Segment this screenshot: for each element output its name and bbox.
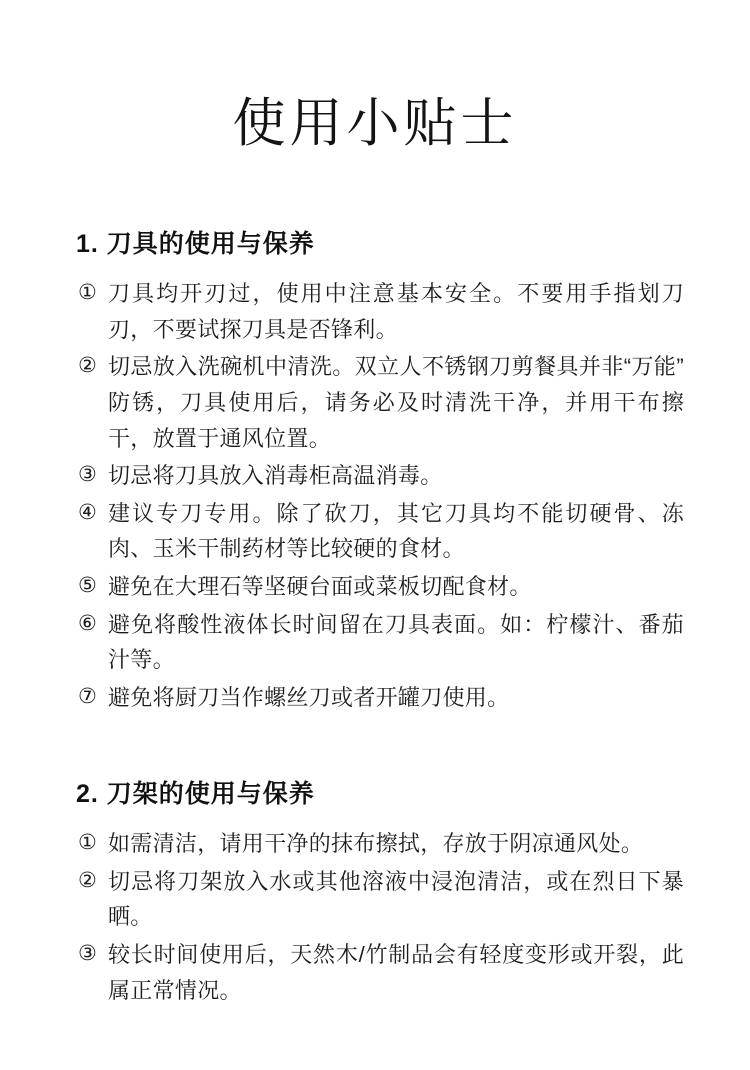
list-item: [78, 680, 688, 716]
list-item-marker: ②: [78, 354, 98, 378]
page-title: 使用小贴士: [232, 94, 518, 153]
list-item: [78, 458, 688, 494]
list-item-text: 如需清洁，请用干净的抹布擦拭，存放于阴凉通风处。: [108, 831, 644, 857]
list-item-marker: ⑤: [78, 574, 98, 598]
section-heading: 2. 刀架的使用与保养: [76, 779, 315, 808]
list-item: [78, 826, 688, 862]
list-item-text: 切忌放入洗碗机中清洗。双立人不锈钢刀剪餐具并非“万能”防锈，刀具使用后，请务必及时清洗干净，并用干布擦干，放置于通风位置。: [108, 354, 684, 451]
list-item: [78, 607, 688, 678]
list-item-text: 切忌将刀具放入消毒柜高温消毒。: [108, 463, 443, 489]
list-item: [78, 569, 688, 605]
list-item: [78, 937, 688, 1008]
list-item-marker: ④: [78, 500, 98, 524]
list-item-text: 避免在大理石等坚硬台面或菜板切配食材。: [108, 574, 532, 600]
tips-list-knife: [62, 276, 688, 716]
section-block-care: [62, 778, 688, 1009]
list-item-text: 较长时间使用后，天然木/竹制品会有轻度变形或开裂，此属正常情况。: [108, 941, 684, 1003]
list-item-marker: ③: [78, 463, 98, 487]
list-item-text: 建议专刀专用。除了砍刀，其它刀具均不能切硬骨、冻肉、玉米干制药材等比较硬的食材。: [108, 500, 684, 562]
list-item: [78, 496, 688, 567]
list-item-marker: ③: [78, 941, 98, 965]
list-item: [78, 349, 688, 456]
list-item-marker: ②: [78, 868, 98, 892]
list-item: [78, 864, 688, 935]
section-knife-care: [62, 228, 688, 716]
list-item-marker: ⑥: [78, 611, 98, 635]
list-item-marker: ⑦: [78, 684, 98, 708]
list-item-text: 刀具均开刃过，使用中注意基本安全。不要用手指划刀刃，不要试探刀具是否锋利。: [108, 281, 684, 342]
list-item-text: 切忌将刀架放入水或其他溶液中浸泡清洁，或在烈日下暴晒。: [108, 868, 684, 930]
list-item-marker: ①: [78, 281, 98, 305]
list-item-text: 避免将厨刀当作螺丝刀或者开罐刀使用。: [108, 684, 510, 710]
section-heading: 1. 刀具的使用与保养: [76, 229, 315, 258]
list-item-marker: ①: [78, 831, 98, 855]
list-item: [78, 276, 688, 347]
list-item-text: 避免将酸性液体长时间留在刀具表面。如：柠檬汁、番茄汁等。: [108, 611, 684, 673]
tips-list-block: [62, 826, 688, 1008]
